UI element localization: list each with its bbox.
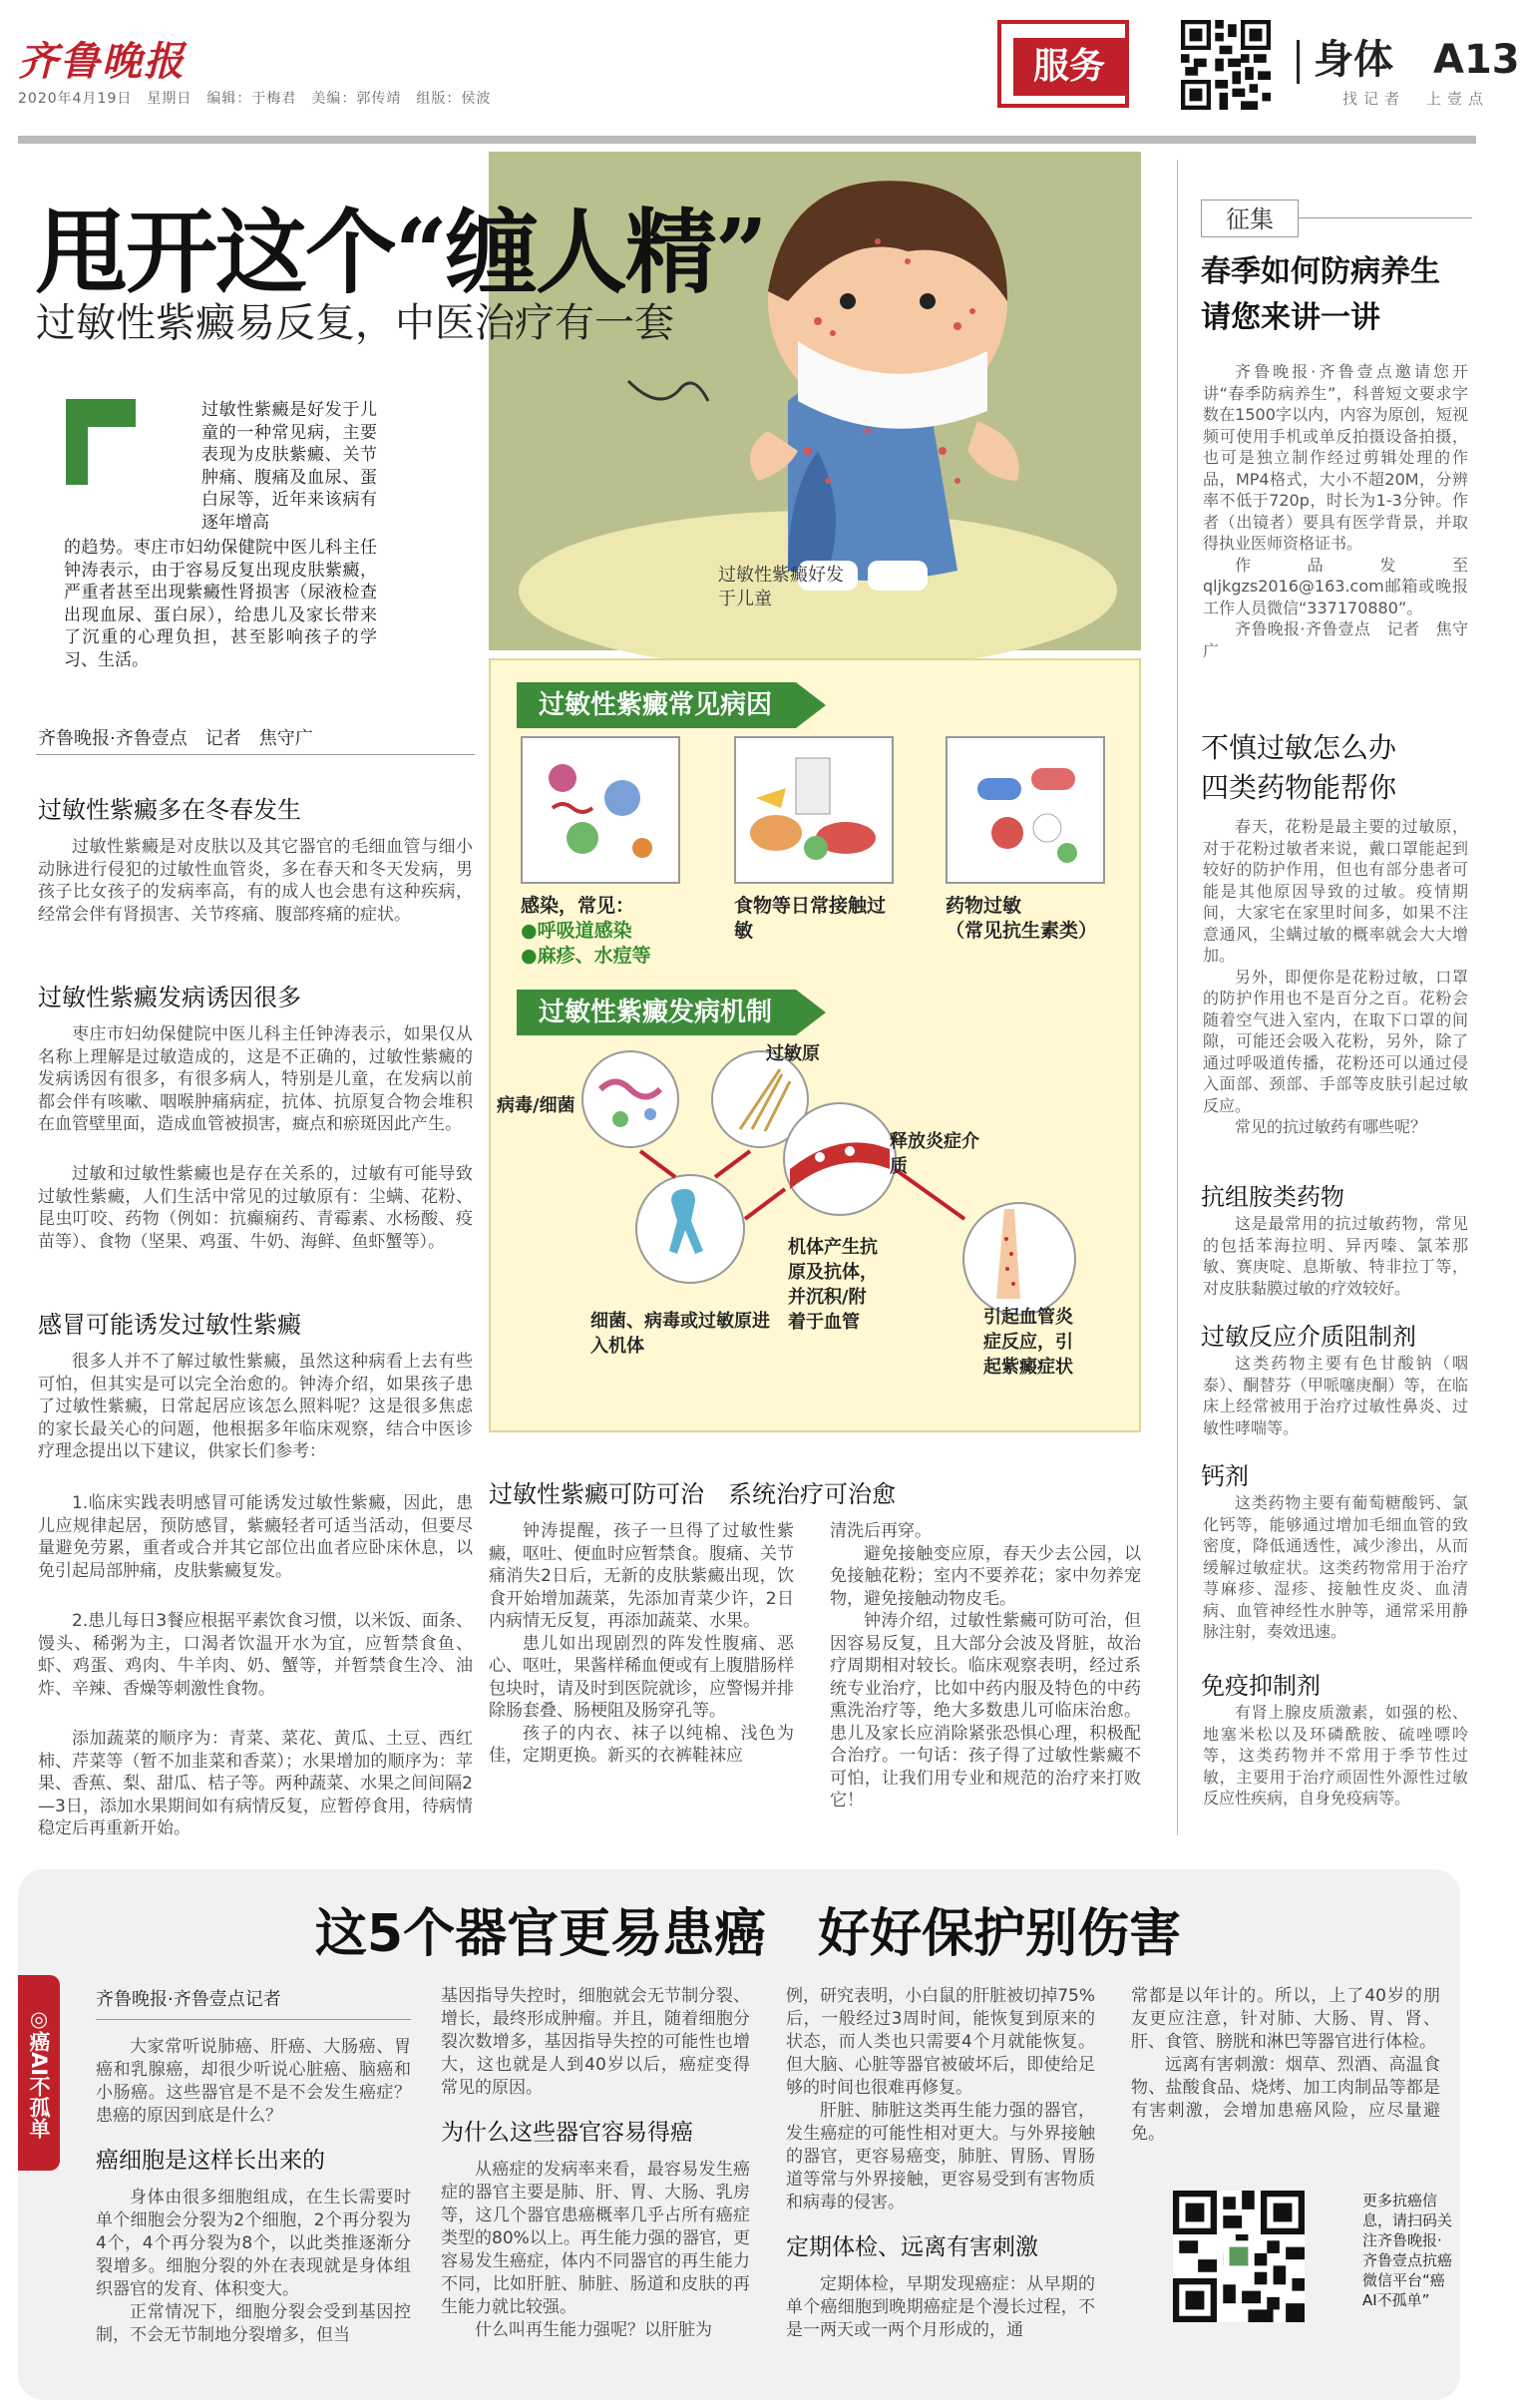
section-divider	[1297, 40, 1300, 84]
column-divider	[1177, 160, 1178, 1835]
bottom-paragraph: 肝脏、肺脏这类再生能力强的器官，发生癌症的可能性相对更大。与外界接触的器官，更容易癌变，肺脏、胃肠、胃肠道等常与外界接触，更容易受到有害物质和病毒的侵害。	[786, 2101, 1095, 2212]
bottom-subheading: 定期体检、远离有害刺激	[786, 2234, 1038, 2260]
service-badge	[997, 20, 1129, 108]
call-title	[1201, 249, 1440, 341]
section-paragraph: 枣庄市妇幼保健院中医儿科主任钟涛表示，如果仅从名称上理解是过敏造成的，这是不正确的，过敏性紫癜的发病诱因有很多，有很多病人，特别是儿童，在发病以前都会伴有咳嗽、咽喉肿痛病症，抗体、抗原复合物会堆积在血管壁里面，造成血管被损害，癍点和瘀斑因此产生。	[38, 1024, 473, 1134]
bottom-column-2	[441, 1985, 750, 2342]
byline-rule	[36, 754, 475, 755]
section-heading: 过敏性紫癜发病诱因很多	[38, 984, 301, 1011]
call-label: 征集	[1201, 200, 1299, 237]
bottom-paragraph: 身体由很多细胞组成，在生长需要时单个细胞会分裂为2个细胞，2个再分裂为4个，4个再分裂为8个，以此类推逐渐分裂增多。细胞分裂的外在表现就是身体组织器官的发育、体积变大。	[96, 2188, 411, 2299]
bottom-byline: 齐鲁晚报·齐鲁壹点记者	[96, 1985, 411, 2020]
allergy-title	[1201, 728, 1396, 808]
page-number: A13	[1433, 37, 1520, 83]
mech-result-label: 引起血管炎症反应，引起紫癜症状	[983, 1307, 1073, 1378]
cause-item: ●麻疹、水痘等	[521, 945, 651, 967]
drug-text: 这类药物主要有葡萄糖酸钙、氯化钙等，能够通过增加毛细血管的致密度，降低通透性，减少渗出，从而缓解过敏症状。这类药物常用于治疗荨麻疹、湿疹、接触性皮炎、血清病、血管神经性水肿等，通常采用静脉注射，奏效迅速。	[1203, 1493, 1468, 1641]
allergy-title-line: 四类药物能帮你	[1201, 771, 1397, 804]
bottom-paragraph: 大家常听说肺癌、肝癌、大肠癌、胃癌和乳腺癌，却很少听说心脏癌、脑癌和小肠癌。这些器官是不是不会发生癌症？患癌的原因到底是什么？	[96, 2037, 411, 2126]
bottom-subheading: 癌细胞是这样长出来的	[96, 2148, 325, 2174]
cause-drug	[946, 894, 1097, 944]
mech-allergen-label: 过敏原	[766, 1043, 820, 1064]
mech-entry-label: 细菌、病毒或过敏原进入机体	[590, 1311, 770, 1357]
allergy-paragraph: 另外，即便你是花粉过敏，口罩的防护作用也不是百分之百。花粉会随着空气进入室内，在取下口罩的间隙，可能还会吸入花粉，另外，除了通过呼吸道传播，花粉还可以通过侵入面部、颈部、手部等皮肤引起过敏反应。	[1203, 967, 1468, 1115]
hero-caption: 过敏性紫癜好发于儿童	[718, 565, 844, 609]
section-paragraph: 2.患儿每日3餐应根据平素饮食习惯，以米饭、面条、馒头、稀粥为主，口渴者饮温开水为宜，应暂禁食鱼、虾、鸡蛋、鸡肉、牛羊肉、奶、蟹等，并暂禁食生冷、油炸、辛辣、香燥等刺激性食物。	[38, 1611, 473, 1699]
intro-text-bottom: 的趋势。枣庄市妇幼保健院中医儿科主任钟涛表示，由于容易反复出现皮肤紫癜，严重者甚至出现紫癜性肾损害（尿液检查出现血尿、蛋白尿），给患儿及家长带来了沉重的心理负担，甚至影响孩子的学习、生活。	[64, 538, 377, 670]
bottom-paragraph: 远离有害刺激：烟草、烈酒、高温食物、盐酸食品、烧烤、加工肉制品等都是有害刺激，会增加患癌风险，应尽量避免。	[1131, 2055, 1440, 2144]
main-headline: 甩开这个“缠人精”	[36, 199, 766, 306]
drug-heading: 过敏反应介质阻制剂	[1201, 1323, 1416, 1351]
qr-code-icon[interactable]	[1173, 2191, 1305, 2322]
intro-marker	[66, 399, 136, 485]
section-heading: 过敏性紫癜可防可治 系统治疗可治愈	[489, 1480, 896, 1508]
section-paragraph: 添加蔬菜的顺序为：青菜、菜花、黄瓜、土豆、西红柿、芹菜等（暂不加韭菜和香菜）；水果增加的顺序为：苹果、香蕉、梨、甜瓜、桔子等。两种蔬菜、水果之间间隔2—3日，添加水果期间如有病情反复，应暂停食用，待病情稳定后再重新开始。	[38, 1729, 473, 1838]
bottom-paragraph: 定期体检，早期发现癌症：从早期的单个癌细胞到晚期癌症是个漫长过程，不是一两天或一两个月形成的，通	[786, 2274, 1095, 2340]
section-heading: 过敏性紫癜多在冬春发生	[38, 796, 301, 824]
drug-text: 这类药物主要有色甘酸钠（咽泰）、酮替芬（甲哌噻庚酮）等，在临床上经常被用于治疗过敏性鼻炎、过敏性哮喘等。	[1203, 1354, 1468, 1437]
pills-image	[946, 736, 1105, 884]
cause-item: ●呼吸道感染	[521, 920, 632, 942]
causes-banner: 过敏性紫癜常见病因	[517, 682, 796, 728]
lower-paragraph: 钟涛提醒，孩子一旦得了过敏性紫癜，呕吐、便血时应暂禁食。腹痛、关节痛消失2日后，无新的皮肤紫癜出现，饮食开始增加蔬菜，先添加青菜少许，2日内病情无反复，再添加蔬菜、水果。	[489, 1521, 794, 1631]
allergy-paragraph: 春天，花粉是最主要的过敏原，对于花粉过敏者来说，戴口罩能起到较好的防护作用，但也有部分患者可能是其他原因导致的过敏。疫情期间，大家宅在家里时间多，如果不注意通风，尘螨过敏的概率就会大大增加。	[1203, 817, 1468, 965]
allergy-body	[1203, 816, 1468, 1138]
call-paragraph: 作品发至qljkgzs2016@163.com邮箱或晚报工作人员微信“337170880”。	[1203, 555, 1468, 617]
section-paragraph: 很多人并不了解过敏性紫癜，虽然这种病看上去有些可怕，但其实是可以完全治愈的。钟涛介绍，如果孩子患了过敏性紫癜，日常起居应该怎么照料呢？这是很多焦虑的家长最关心的问题，他根据多年临床观察，结合中医诊疗理念提出以下建议，供家长们参考：	[38, 1352, 473, 1461]
section-paragraph: 过敏性紫癜是对皮肤以及其它器官的毛细血管与细小动脉进行侵犯的过敏性血管炎，多在春天和冬天发病，男孩子比女孩子的发病率高，有的成人也会患有这种疾病，经常会伴有肾损害、关节疼痛、腹部疼痛的症状。	[38, 837, 473, 925]
call-body	[1203, 361, 1468, 661]
bottom-column-4	[1131, 1985, 1440, 2146]
section-paragraph: 过敏和过敏性紫癜也是存在关系的，过敏有可能导致过敏性紫癜，人们生活中常见的过敏原有：尘螨、花粉、昆虫叮咬、药物（例如：抗癫痫药、青霉素、水杨酸、疫苗等）、食物（坚果、鸡蛋、牛奶、海鲜、鱼虾蟹等）。	[38, 1164, 473, 1252]
service-label: 服务	[1013, 38, 1125, 96]
section-name: 身体	[1314, 37, 1393, 83]
qr-caption: 更多抗癌信息，请扫码关注齐鲁晚报·齐鲁壹点抗癌微信平台“癌AI不孤单”	[1362, 2192, 1453, 2309]
germs-image	[521, 736, 680, 884]
mech-release-label: 释放炎症介质	[890, 1131, 979, 1177]
lower-column-1	[489, 1520, 794, 1768]
article-byline: 齐鲁晚报·齐鲁壹点 记者 焦守广	[38, 728, 313, 749]
lower-paragraph: 清洗后再穿。	[830, 1521, 932, 1541]
bottom-headline: 这5个器官更易患癌 好好保护别伤害	[314, 1904, 1182, 1964]
call-title-line: 春季如何防病养生	[1201, 254, 1440, 289]
section-paragraph: 1.临床实践表明感冒可能诱发过敏性紫癜，因此，患儿应规律起居，预防感冒，紫癜轻者可适当活动，但要尽量避免劳累，重者或合并其它部位出血者应卧床休息，以免引起局部肿痛，皮肤紫癜复发。	[38, 1493, 473, 1581]
bottom-column-1	[96, 1985, 411, 2347]
call-title-line: 请您来讲一讲	[1201, 300, 1380, 335]
infographic-panel	[489, 658, 1141, 1432]
bottom-paragraph: 正常情况下，细胞分裂会受到基因控制，不会无节制地分裂增多，但当	[96, 2302, 411, 2345]
drug-heading: 钙剂	[1201, 1462, 1249, 1490]
bottom-subheading: 为什么这些器官容易得癌	[441, 2120, 693, 2146]
cause-infection	[521, 894, 651, 969]
lower-paragraph: 患儿如出现剧烈的阵发性腹痛、恶心、呕吐，果酱样稀血便或有上腹腊肠样包块时，请及时到医院就诊，应警惕并排除肠套叠、肠梗阻及肠穿孔等。	[489, 1633, 794, 1721]
section-subtitle: 找记者 上壹点	[1342, 90, 1490, 108]
drug-text: 有肾上腺皮质激素，如强的松、地塞米松以及环磷酰胺、硫唑嘌呤等，这类药物并不常用于季节性过敏，主要用于治疗顽固性外源性过敏反应性疾病，自身免疫病等。	[1203, 1703, 1468, 1807]
drug-heading: 抗组胺类药物	[1201, 1183, 1344, 1211]
dateline: 2020年4月19日 星期日 编辑：于梅君 美编：郭传靖 组版：侯波	[18, 91, 492, 107]
bottom-paragraph: 基因指导失控时，细胞就会无节制分裂、增长，最终形成肿瘤。并且，随着细胞分裂次数增多，基因指导失控的可能性也增大，这也就是人到40岁以后，癌症变得常见的原因。	[441, 1986, 750, 2098]
drug-heading: 免疫抑制剂	[1201, 1672, 1321, 1700]
top-rule	[18, 136, 1476, 144]
section-header	[1297, 28, 1520, 85]
mech-antibody-label: 机体产生抗原及抗体，并沉积/附着于血管	[788, 1237, 878, 1333]
masthead-logo: 齐鲁晚报	[18, 38, 186, 85]
bottom-paragraph: 什么叫再生能力强呢？以肝脏为	[475, 2320, 712, 2340]
mech-virus-label: 病毒/细菌	[497, 1095, 575, 1116]
food-image	[734, 736, 894, 884]
lower-paragraph: 避免接触变应原，春天少去公园，以免接触花粉；室内不要养花；家中勿养宠物，避免接触动物皮毛。	[830, 1543, 1141, 1609]
sub-headline: 过敏性紫癜易反复，中医治疗有一套	[36, 300, 674, 346]
lower-paragraph: 孩子的内衣、袜子以纯棉、浅色为佳，定期更换。新买的衣裤鞋袜应	[489, 1723, 794, 1766]
qr-code-icon[interactable]	[1181, 20, 1271, 110]
allergy-paragraph: 常见的抗过敏药有哪些呢？	[1235, 1117, 1427, 1136]
bottom-paragraph: 例，研究表明，小白鼠的肝脏被切掉75%后，一般经过3周时间，能恢复到原来的状态，而人类也只需要4个月就能恢复。但大脑、心脏等器官被破坏后，即使给足够的时间也很难再修复。	[786, 1986, 1095, 2098]
bottom-column-3	[786, 1985, 1095, 2342]
lower-paragraph: 钟涛介绍，过敏性紫癜可防可治，但因容易反复，且大部分会波及肾脏，故治疗周期相对较长。临床观察表明，经过系统专业治疗，比如中药内服及特色的中药熏洗治疗等，绝大多数患儿可临床治愈。患儿及家长应消除紧张恐惧心理，积极配合治疗。一句话：孩子得了过敏性紫癜不可怕，让我们用专业和规范的治疗来打败它！	[830, 1611, 1141, 1810]
lower-column-2	[830, 1520, 1141, 1812]
cause-title: 感染，常见：	[521, 895, 635, 917]
bottom-paragraph: 常都是以年计的。所以，上了40岁的朋友更应注意，针对肺、大肠、胃、肾、肝、食管、膀胱和淋巴等器官进行体检。	[1131, 1986, 1440, 2052]
section-heading: 感冒可能诱发过敏性紫癜	[38, 1311, 301, 1339]
drug-text: 这是最常用的抗过敏药物，常见的包括苯海拉明、异丙嗪、氯苯那敏、赛庚啶、息斯敏、特非拉丁等，对皮肤黏膜过敏的疗效较好。	[1203, 1214, 1468, 1298]
call-paragraph: 齐鲁晚报·齐鲁壹点邀请您开讲“春季防病养生”，科普短文要求字数在1500字以内，内容为原创，短视频可使用手机或单反拍摄设备拍摄，也可是独立制作经过剪辑处理的作品，MP4格式，大小不超20M，分辨率不低于720p，时长为1-3分钟。作者（出镜者）要具有医学背景，并取得执业医师资格证书。	[1203, 362, 1468, 553]
call-byline: 齐鲁晚报·齐鲁壹点 记者 焦守广	[1203, 619, 1468, 660]
mechanism-banner: 过敏性紫癜发病机制	[517, 990, 796, 1035]
call-rule	[1299, 217, 1472, 218]
bottom-paragraph: 从癌症的发病率来看，最容易发生癌症的器官主要是肺、肝、胃、大肠、乳房等，这几个器官患癌概率几乎占所有癌症类型的80%以上。再生能力强的器官，更容易发生癌症，体内不同器官的再生能力不同，比如肝脏、肺脏、肠道和皮肤的再生能力就比较强。	[441, 2160, 750, 2317]
cause-title: 药物过敏	[946, 895, 1022, 917]
allergy-title-line: 不慎过敏怎么办	[1201, 731, 1397, 764]
intro-text-top: 过敏性紫癜是好发于儿童的一种常见病，主要表现为皮肤紫癜、关节肿痛、腹痛及血尿、蛋白尿等，近年来该病有逐年增高	[201, 400, 377, 533]
column-tag: ◎癌AI不孤单	[18, 1975, 60, 2171]
cause-item: （常见抗生素类）	[946, 920, 1098, 942]
cause-food: 食物等日常接触过敏	[734, 895, 887, 942]
